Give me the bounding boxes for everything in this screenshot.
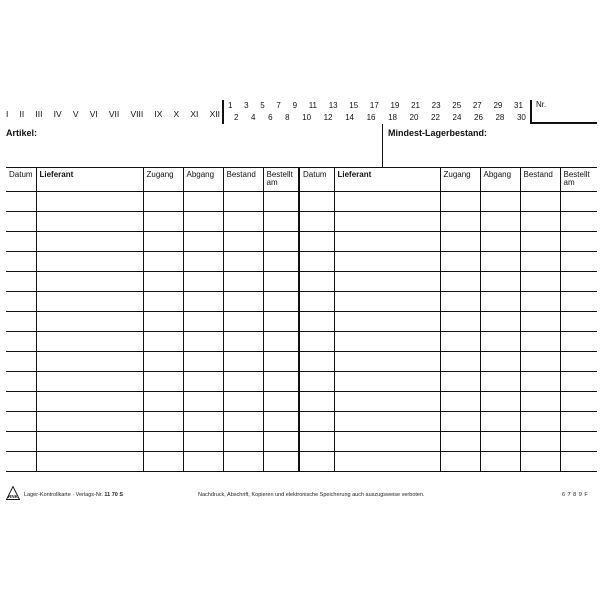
table-cell[interactable]: [6, 352, 36, 372]
month-5: V: [72, 109, 79, 119]
day-25: 25: [452, 100, 462, 110]
month-11: XI: [190, 109, 199, 119]
table-cell[interactable]: [440, 372, 480, 392]
table-cell[interactable]: [36, 452, 143, 472]
table-cell[interactable]: [263, 292, 299, 312]
table-cell[interactable]: [143, 312, 183, 332]
table-cell[interactable]: [36, 332, 143, 352]
table-cell[interactable]: [440, 432, 480, 452]
table-cell[interactable]: [263, 432, 299, 452]
table-row: [6, 292, 597, 312]
table-cell[interactable]: [334, 272, 440, 292]
table-cell[interactable]: [440, 312, 480, 332]
nr-divider: [530, 100, 532, 124]
table-cell[interactable]: [440, 192, 480, 212]
table-cell[interactable]: [223, 332, 263, 352]
column-header-datum: Datum: [6, 168, 36, 192]
table-cell[interactable]: [263, 232, 299, 252]
table-cell[interactable]: [223, 292, 263, 312]
table-cell[interactable]: [6, 272, 36, 292]
day-12: 12: [323, 112, 333, 122]
day-17: 17: [369, 100, 379, 110]
table-cell[interactable]: [334, 312, 440, 332]
table-cell[interactable]: [520, 352, 560, 372]
table-cell[interactable]: [520, 392, 560, 412]
table-cell[interactable]: [299, 192, 334, 212]
table-cell[interactable]: [6, 372, 36, 392]
table-cell[interactable]: [560, 212, 597, 232]
day-23: 23: [431, 100, 441, 110]
table-cell[interactable]: [480, 412, 520, 432]
table-cell[interactable]: [143, 192, 183, 212]
table-cell[interactable]: [36, 212, 143, 232]
day-29: 29: [493, 100, 503, 110]
table-cell[interactable]: [520, 212, 560, 232]
table-cell[interactable]: [183, 332, 223, 352]
table-cell[interactable]: [223, 372, 263, 392]
table-cell[interactable]: [143, 212, 183, 232]
table-cell[interactable]: [263, 392, 299, 412]
artikel-divider: [382, 124, 383, 167]
month-day-divider: [222, 100, 224, 124]
table-cell[interactable]: [480, 372, 520, 392]
day-14: 14: [345, 112, 354, 122]
day-28: 28: [495, 112, 505, 122]
table-cell[interactable]: [480, 232, 520, 252]
inventory-table: [6, 167, 597, 472]
table-cell[interactable]: [183, 252, 223, 272]
table-cell[interactable]: [334, 332, 440, 352]
table-cell[interactable]: [480, 272, 520, 292]
svg-text:RNK: RNK: [8, 494, 18, 499]
nr-label: Nr.: [536, 100, 547, 109]
table-cell[interactable]: [143, 372, 183, 392]
table-cell[interactable]: [334, 452, 440, 472]
table-cell[interactable]: [143, 392, 183, 412]
table-cell[interactable]: [334, 352, 440, 372]
table-cell[interactable]: [6, 232, 36, 252]
table-cell[interactable]: [520, 432, 560, 452]
table-cell[interactable]: [520, 272, 560, 292]
rnk-logo-icon: [6, 486, 20, 500]
table-cell[interactable]: [183, 352, 223, 372]
table-cell[interactable]: [6, 192, 36, 212]
table-cell[interactable]: [560, 232, 597, 252]
table-cell[interactable]: [6, 432, 36, 452]
table-cell[interactable]: [520, 192, 560, 212]
table-cell[interactable]: [223, 352, 263, 372]
table-cell[interactable]: [560, 292, 597, 312]
table-cell[interactable]: [36, 232, 143, 252]
table-cell[interactable]: [480, 192, 520, 212]
day-4: 4: [251, 112, 256, 122]
table-cell[interactable]: [143, 292, 183, 312]
table-cell[interactable]: [480, 332, 520, 352]
table-cell[interactable]: [560, 452, 597, 472]
table-cell[interactable]: [299, 292, 334, 312]
table-cell[interactable]: [6, 412, 36, 432]
table-cell[interactable]: [560, 412, 597, 432]
table-cell[interactable]: [263, 252, 299, 272]
table-cell[interactable]: [263, 352, 299, 372]
table-cell[interactable]: [560, 432, 597, 452]
table-cell[interactable]: [143, 272, 183, 292]
table-cell[interactable]: [183, 272, 223, 292]
table-cell[interactable]: [299, 212, 334, 232]
table-cell[interactable]: [299, 232, 334, 252]
table-cell[interactable]: [223, 452, 263, 472]
table-cell[interactable]: [183, 452, 223, 472]
column-header-lieferant: Lieferant: [334, 168, 440, 192]
table-cell[interactable]: [334, 292, 440, 312]
table-cell[interactable]: [440, 332, 480, 352]
table-cell[interactable]: [560, 372, 597, 392]
table-row: [6, 452, 597, 472]
month-4: IV: [53, 109, 62, 119]
table-cell[interactable]: [223, 192, 263, 212]
table-cell[interactable]: [6, 332, 36, 352]
table-cell[interactable]: [183, 312, 223, 332]
month-selector: [6, 106, 220, 122]
table-cell[interactable]: [183, 392, 223, 412]
table-cell[interactable]: [263, 452, 299, 472]
day-8: 8: [285, 112, 290, 122]
day-15: 15: [349, 100, 359, 110]
table-cell[interactable]: [36, 312, 143, 332]
table-cell[interactable]: [480, 352, 520, 372]
column-header-bestand: Bestand: [223, 168, 263, 192]
table-cell[interactable]: [143, 452, 183, 472]
table-cell[interactable]: [263, 272, 299, 292]
table-cell[interactable]: [299, 432, 334, 452]
month-12: XII: [209, 109, 220, 119]
table-cell[interactable]: [223, 432, 263, 452]
table-cell[interactable]: [334, 392, 440, 412]
day-1: 1: [228, 100, 233, 110]
table-cell[interactable]: [440, 292, 480, 312]
day-27: 27: [472, 100, 482, 110]
form-title: [24, 492, 123, 498]
table-cell[interactable]: [223, 412, 263, 432]
day-9: 9: [292, 100, 298, 110]
column-header-abgang: Abgang: [480, 168, 520, 192]
table-cell[interactable]: [223, 312, 263, 332]
column-header-datum: Datum: [299, 168, 334, 192]
table-cell[interactable]: [36, 272, 143, 292]
table-cell[interactable]: [36, 252, 143, 272]
table-cell[interactable]: [6, 252, 36, 272]
column-header-bestellt-am: Bestellt am: [560, 168, 597, 192]
table-cell[interactable]: [560, 192, 597, 212]
day-18: 18: [388, 112, 397, 122]
table-cell[interactable]: [480, 312, 520, 332]
day-10: 10: [302, 112, 312, 122]
table-cell[interactable]: [183, 372, 223, 392]
column-header-zugang: Zugang: [440, 168, 480, 192]
table-cell[interactable]: [480, 212, 520, 232]
table-cell[interactable]: [440, 232, 480, 252]
table-cell[interactable]: [263, 312, 299, 332]
table-cell[interactable]: [263, 332, 299, 352]
month-6: VI: [89, 109, 98, 119]
table-header: [6, 168, 597, 192]
table-cell[interactable]: [183, 212, 223, 232]
table-cell[interactable]: [560, 272, 597, 292]
day-13: 13: [328, 100, 338, 110]
day-20: 20: [409, 112, 419, 122]
table-cell[interactable]: [223, 252, 263, 272]
table-cell[interactable]: [440, 452, 480, 472]
table-cell[interactable]: [143, 412, 183, 432]
form-number: 11 70 S: [104, 492, 124, 498]
day-6: 6: [268, 112, 273, 122]
table-row: [6, 432, 597, 452]
table-row: [6, 252, 597, 272]
nr-underline: [530, 122, 597, 124]
table-cell[interactable]: [223, 272, 263, 292]
table-cell[interactable]: [560, 392, 597, 412]
table-cell[interactable]: [480, 292, 520, 312]
table-cell[interactable]: [480, 452, 520, 472]
table-cell[interactable]: [223, 212, 263, 232]
day-3: 3: [244, 100, 249, 110]
table-cell[interactable]: [183, 232, 223, 252]
table-cell[interactable]: [36, 292, 143, 312]
table-cell[interactable]: [334, 412, 440, 432]
table-row: [6, 232, 597, 252]
day-19: 19: [390, 100, 400, 110]
day-26: 26: [474, 112, 483, 122]
table-cell[interactable]: [263, 372, 299, 392]
artikel-label: Artikel:: [6, 128, 38, 138]
table-cell[interactable]: [334, 252, 440, 272]
table-cell[interactable]: [6, 292, 36, 312]
table-cell[interactable]: [36, 192, 143, 212]
table-cell[interactable]: [6, 312, 36, 332]
day-selector: [228, 99, 526, 123]
table-cell[interactable]: [36, 432, 143, 452]
day-5: 5: [260, 100, 265, 110]
table-row: [6, 332, 597, 352]
table-row: [6, 212, 597, 232]
mindest-lagerbestand-label: Mindest-Lagerbestand:: [388, 128, 488, 138]
table-cell[interactable]: [520, 232, 560, 252]
table-cell[interactable]: [440, 212, 480, 232]
table-cell[interactable]: [560, 332, 597, 352]
table-cell[interactable]: [299, 372, 334, 392]
table-cell[interactable]: [36, 392, 143, 412]
table-cell[interactable]: [440, 412, 480, 432]
day-16: 16: [366, 112, 376, 122]
table-cell[interactable]: [6, 392, 36, 412]
table-row: [6, 352, 597, 372]
month-8: VIII: [130, 109, 144, 119]
table-cell[interactable]: [440, 252, 480, 272]
table-cell[interactable]: [36, 352, 143, 372]
column-header-bestellt-am: Bestellt am: [263, 168, 299, 192]
table-cell[interactable]: [334, 232, 440, 252]
table-cell[interactable]: [560, 312, 597, 332]
table-cell[interactable]: [299, 412, 334, 432]
day-2: 2: [234, 112, 239, 122]
table-cell[interactable]: [299, 252, 334, 272]
table-cell[interactable]: [560, 252, 597, 272]
month-7: VII: [108, 109, 120, 119]
table-cell[interactable]: [480, 432, 520, 452]
table-cell[interactable]: [183, 432, 223, 452]
table-cell[interactable]: [299, 332, 334, 352]
table-cell[interactable]: [263, 192, 299, 212]
column-header-zugang: Zugang: [143, 168, 183, 192]
table-cell[interactable]: [520, 292, 560, 312]
table-cell[interactable]: [480, 392, 520, 412]
table-row: [6, 412, 597, 432]
table-cell[interactable]: [263, 212, 299, 232]
table-cell[interactable]: [143, 332, 183, 352]
table-cell[interactable]: [143, 232, 183, 252]
table-cell[interactable]: [36, 412, 143, 432]
day-24: 24: [452, 112, 462, 122]
month-9: IX: [154, 109, 163, 119]
copyright-notice: Nachdruck, Abschrift, Kopieren und elektronische Speicherung auch auszugsweise verboten.: [198, 492, 425, 498]
table-row: [6, 372, 597, 392]
table-cell[interactable]: [520, 372, 560, 392]
table-cell[interactable]: [440, 352, 480, 372]
table-cell[interactable]: [299, 312, 334, 332]
table-cell[interactable]: [560, 352, 597, 372]
table-cell[interactable]: [183, 412, 223, 432]
table-cell[interactable]: [183, 292, 223, 312]
form-prefix: Lager-Kontrollkarte · Verlags-Nr.: [24, 492, 105, 498]
table-cell[interactable]: [143, 352, 183, 372]
column-header-abgang: Abgang: [183, 168, 223, 192]
month-3: III: [35, 109, 43, 119]
table-row: [6, 272, 597, 292]
day-7: 7: [276, 100, 281, 110]
column-header-lieferant: Lieferant: [36, 168, 143, 192]
table-cell[interactable]: [223, 232, 263, 252]
table-cell[interactable]: [143, 432, 183, 452]
table-row: [6, 312, 597, 332]
day-21: 21: [411, 100, 420, 110]
table-cell[interactable]: [299, 452, 334, 472]
table-cell[interactable]: [520, 332, 560, 352]
month-10: X: [173, 109, 180, 119]
table-cell[interactable]: [299, 352, 334, 372]
table-cell[interactable]: [520, 452, 560, 472]
table-cell[interactable]: [299, 392, 334, 412]
table-cell[interactable]: [334, 192, 440, 212]
day-31: 31: [514, 100, 523, 110]
column-header-bestand: Bestand: [520, 168, 560, 192]
table-cell[interactable]: [440, 392, 480, 412]
table-cell[interactable]: [520, 252, 560, 272]
table-cell[interactable]: [6, 212, 36, 232]
day-22: 22: [431, 112, 440, 122]
table-cell[interactable]: [36, 372, 143, 392]
table-row: [6, 392, 597, 412]
month-1: I: [6, 109, 9, 119]
table-cell[interactable]: [480, 252, 520, 272]
table-cell[interactable]: [263, 412, 299, 432]
table-cell[interactable]: [299, 272, 334, 292]
table-cell[interactable]: [334, 212, 440, 232]
month-2: II: [19, 109, 25, 119]
form-code: 6 7 8 9 F: [562, 492, 589, 498]
table-cell[interactable]: [143, 252, 183, 272]
table-cell[interactable]: [183, 192, 223, 212]
table-cell[interactable]: [6, 452, 36, 472]
table-cell[interactable]: [334, 372, 440, 392]
table-cell[interactable]: [520, 412, 560, 432]
table-cell[interactable]: [334, 432, 440, 452]
table-row: [6, 192, 597, 212]
day-11: 11: [308, 100, 318, 110]
table-cell[interactable]: [440, 272, 480, 292]
day-30: 30: [516, 112, 526, 122]
table-cell[interactable]: [520, 312, 560, 332]
table-cell[interactable]: [223, 392, 263, 412]
